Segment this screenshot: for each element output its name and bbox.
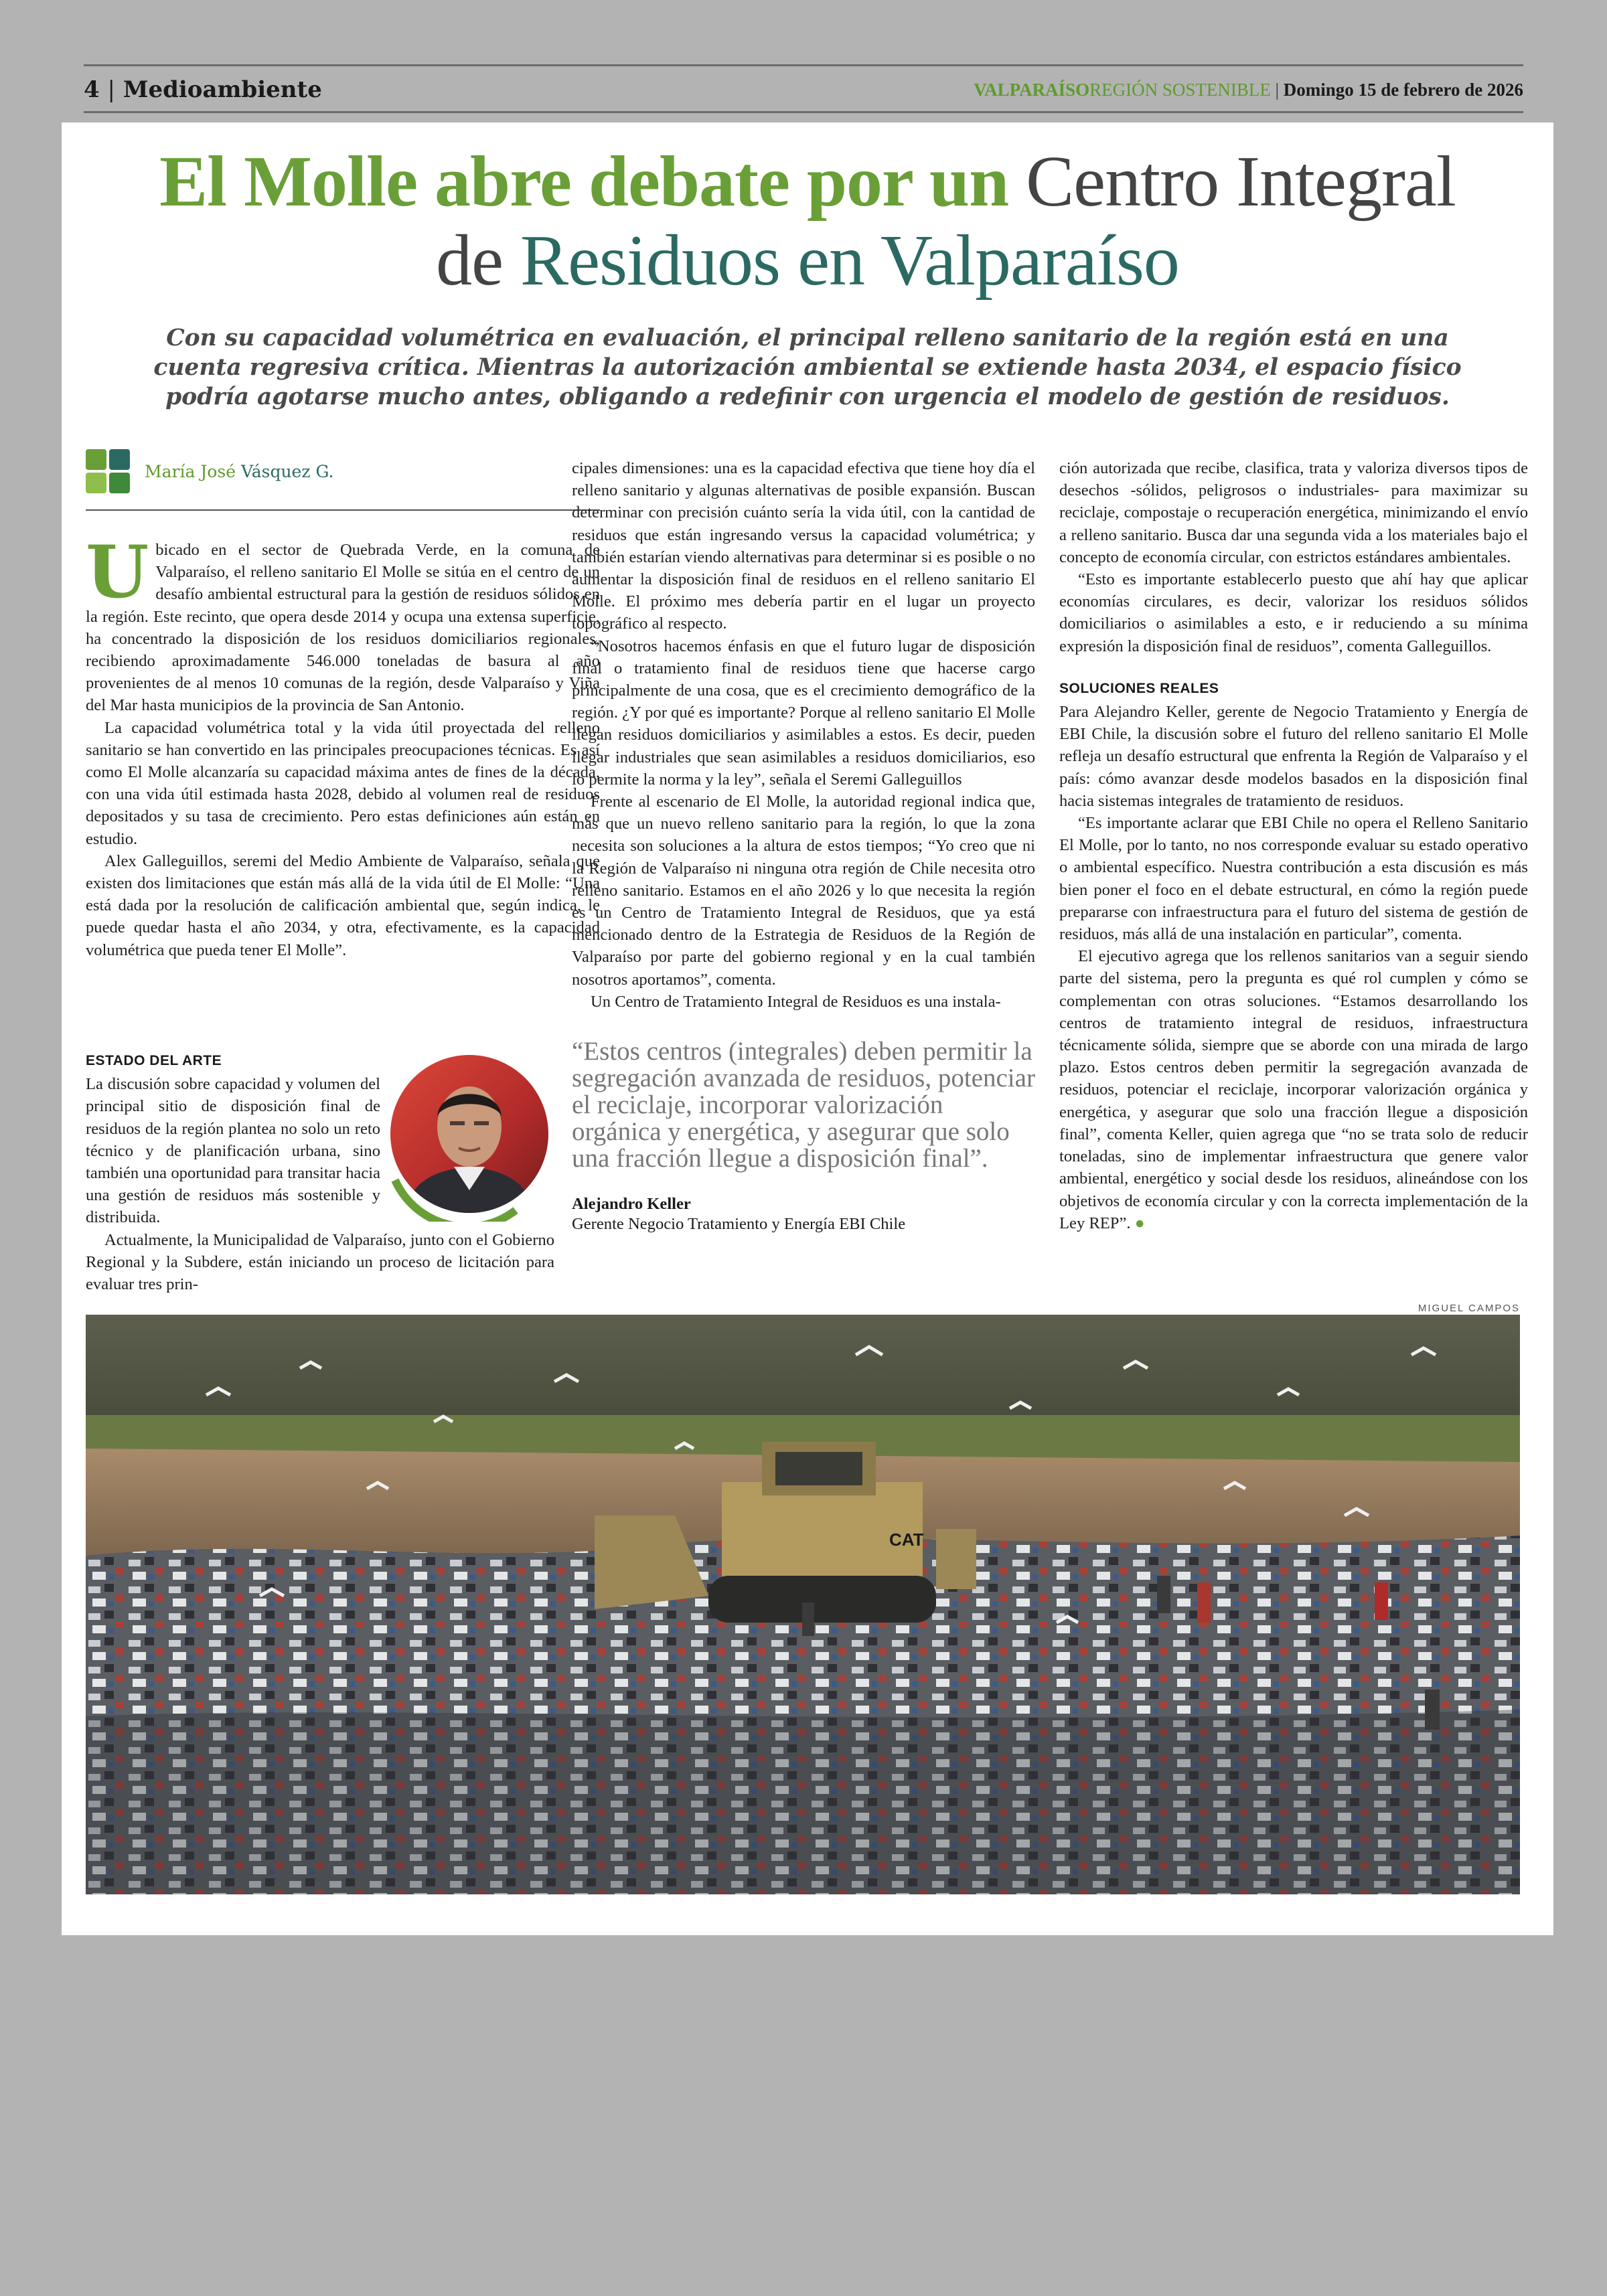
page-number: 4 [84,76,100,103]
section-name: Medioambiente [123,76,322,103]
paragraph: Para Alejandro Keller, gerente de Negocio Tratamiento y Energía de EBI Chile, la discusión sobre el futuro del relleno sanitario El Molle refleja un desafío estructural que enfrenta la Región de Valparaíso y el país: cómo avanzar desde modelos basados en la disposición final hacia sistemas integrales de tratamiento de residuos. [1059,703,1528,810]
bulldozer-label: CAT [889,1530,924,1550]
section-logo-icon [86,449,130,493]
author-portrait [382,1046,557,1222]
page-header [84,70,1523,110]
paragraph: La discusión sobre capacidad y volumen del principal sitio de disposición final de residuos de la región plantea no solo un reto técnico y de planificación urbana, sino también una oportunidad para transitar hacia una gestión de residuos más sostenible y distribuida. [86,1075,380,1227]
end-mark: ● [1134,1214,1145,1232]
author-last-name: Vásquez G. [240,461,334,481]
landfill-photo [86,1315,1520,1894]
pull-quote [572,1038,1035,1234]
headline-part-3: de [436,221,504,301]
brand-secondary: REGIÓN SOSTENIBLE [1089,79,1271,100]
paragraph: “Esto es importante establecerlo puesto que ahí hay que aplicar economías circulares, es decir, valorizar los residuos sólidos domiciliarios o asimilables a esto, e ir reduciendo a su mínima expresión la disposición final de residuos”, comenta Galleguillos. [1059,570,1528,655]
headline-part-4: Residuos en Valparaíso [520,221,1179,301]
lead-paragraph: Con su capacidad volumétrica en evaluación, el principal relleno sanitario de la región está en una cuenta regresiva crítica. Mientras la autorización ambiental se extiende hasta 2034, el espacio físico podría agotarse mucho antes, obligando a redefinir con urgencia el modelo de gestión de residuos. [153,325,1462,410]
subheading-soluciones: SOLUCIONES REALES [1059,680,1219,696]
headline-part-2: Centro Integral [1026,142,1456,222]
paragraph-text: bicado en el sector de Quebrada Verde, en la comuna de Valparaíso, el relleno sanitario El Molle se sitúa en el centro de un desafío ambiental estructural para la gestión de residuos sólidos en la región. Este recinto, que opera desde 2014 y ocupa una extensa superficie, ha concentrado la disposición de los residuos domiciliarios regionales, recibiendo aproximadamente 546.000 toneladas de basura al año provenientes de al menos 10 comunas de la región, desde Valparaíso y Viña del Mar hasta municipios de la provincia de San Antonio. [86,541,600,715]
quote-role: Gerente Negocio Tratamiento y Energía EBI Chile [572,1215,906,1233]
byline-rule [86,509,600,511]
publication-info [974,80,1523,100]
paragraph: Un Centro de Tratamiento Integral de Residuos es una instala- [591,992,1001,1011]
quote-text: “Estos centros (integrales) deben permitir la segregación avanzada de residuos, potenciar el reciclaje, incorporar valorización orgánica y energética, y asegurar que solo una fracción llegue a disposición final”. [572,1037,1035,1173]
paragraph: “Nosotros hacemos énfasis en que el futuro lugar de disposición final o tratamiento final de residuos tiene que hacerse cargo principalmente de una cosa, que es el crecimiento demográfico de la región. ¿Y por qué es importante? Porque al relleno sanitario El Molle llegan residuos domiciliarios y asimilables a estos. Es decir, pueden llegar industriales que sean asimilables a residuos domiciliarios, eso lo permite la norma y la ley”, señala el Seremi Galleguillos [572,637,1035,789]
headline-part-1: El Molle abre debate por un [159,142,1009,222]
page-section-label [84,76,322,103]
paragraph [86,530,600,717]
author-name [145,462,334,481]
article-sheet [62,122,1553,1935]
drop-cap: U [86,530,149,614]
column-3 [1059,457,1528,1234]
paragraph-text: El ejecutivo agrega que los rellenos sanitarios van a seguir siendo parte del sistema, pero la pregunta es qué rol cumplen y cómo se complementan con otras soluciones. “Estamos desarrollando los centros de tratamiento integral de residuos, infraestructura técnicamente sólida, siempre que se aborde con una mirada de largo plazo. Estos centros deben permitir la segregación avanzada de residuos, potenciar el reciclaje, incorporar valorización orgánica y energética, y asegurar que solo una fracción llegue a disposición final”, comenta Keller, quien agrega que “no se trata solo de reducir toneladas, sino de implementar infraestructura que genere valor ambiental, energético y social desde los residuos, alineándose con los objetivos de economía circular y con la correcta implementación de la Ley REP”. [1059,947,1528,1232]
quote-author: Alejandro Keller [572,1195,691,1213]
subheading-estado: ESTADO DEL ARTE [86,1053,222,1068]
publication-date: Domingo 15 de febrero de 2026 [1283,79,1523,100]
portrait-image [382,1046,557,1222]
column-1 [86,530,600,961]
header-separator: | [107,76,115,103]
trash-shadow [86,1710,1520,1894]
photo-credit: MIGUEL CAMPOS [1418,1303,1520,1314]
header-bottom-rule [84,111,1523,113]
paragraph: “Es importante aclarar que EBI Chile no opera el Relleno Sanitario El Molle, por lo tanto, no nos corresponde evaluar su estado operativo o ambiental específico. Nuestra contribución a esta discusión es más bien poner el foco en el debate estructural, en cómo la región puede prepararse con infraestructura para el futuro del sistema de gestión de residuos, más allá de una instalación en particular”, comenta. [1059,814,1528,944]
paragraph: cipales dimensiones: una es la capacidad efectiva que tiene hoy día el relleno sanitario y algunas alternativas de posible expansión. Buscan determinar con precisión cuánto sería la vida útil, con la cantidad de residuos que están ingresando versus la capacidad volumétrica; y también estarían viendo alternativas para determinar si es posible o no aumentar la disposición final de residuos en el relleno sanitario El Molle. El próximo mes debería partir en el lugar un proyecto topográfico al respecto. [572,459,1035,633]
paragraph: Actualmente, la Municipalidad de Valparaíso, junto con el Gobierno Regional y la Subdere, están iniciando un proceso de licitación para evaluar tres prin- [86,1230,554,1294]
brand-primary: VALPARAÍSO [974,79,1090,100]
paragraph: Alex Galleguillos, seremi del Medio Ambiente de Valparaíso, señala que existen dos limitaciones que están más allá de la vida útil de El Molle: “Una está dada por la resolución de calificación ambiental que, según indica, le puede quedar hasta el año 2034, y otra, efectivamente, es la capacidad volumétrica que pueda tener El Molle”. [86,851,600,959]
byline [86,448,600,495]
paragraph: Frente al escenario de El Molle, la autoridad regional indica que, más que un nuevo relleno sanitario para la región, lo que la zona necesita son soluciones a la altura de estos tiempos; “Yo creo que ni la Región de Valparaíso ni ninguna otra región de Chile necesita otro relleno sanitario. Estamos en el año 2026 y lo que necesita la región es un Centro de Tratamiento Integral de Residuos, que ya está mencionado dentro de la Estrategia de Residuos de la Región de Valparaíso por parte del gobierno regional y en la cual también nosotros aportamos”, comenta. [572,793,1035,989]
paragraph: ción autorizada que recibe, clasifica, trata y valoriza diversos tipos de desechos -sólidos, peligrosos o industriales- para maximizar su reciclaje, compostaje o recuperación energética, minimizando el envío a relleno sanitario. Busca dar una segunda vida a los materiales bajo el concepto de economía circular, con estrictos estándares ambientales. [1059,459,1528,566]
paragraph [1059,945,1528,1234]
paragraph: La capacidad volumétrica total y la vida útil proyectada del relleno sanitario se han convertido en las principales preocupaciones técnicas. Es así como El Molle alcanzaría su capacidad máxima antes de fines de la década, con una vida útil estimada hasta 2028, debido al volumen real de residuos depositados y su tasa de crecimiento. Pero estas definiciones aún están en estudio. [86,718,600,848]
column-2 [572,457,1035,1013]
header-top-rule [84,64,1523,66]
header-separator-2: | [1275,79,1280,100]
headline [62,143,1553,301]
landfill-illustration [86,1315,1520,1894]
author-first-name: María José [145,461,236,481]
